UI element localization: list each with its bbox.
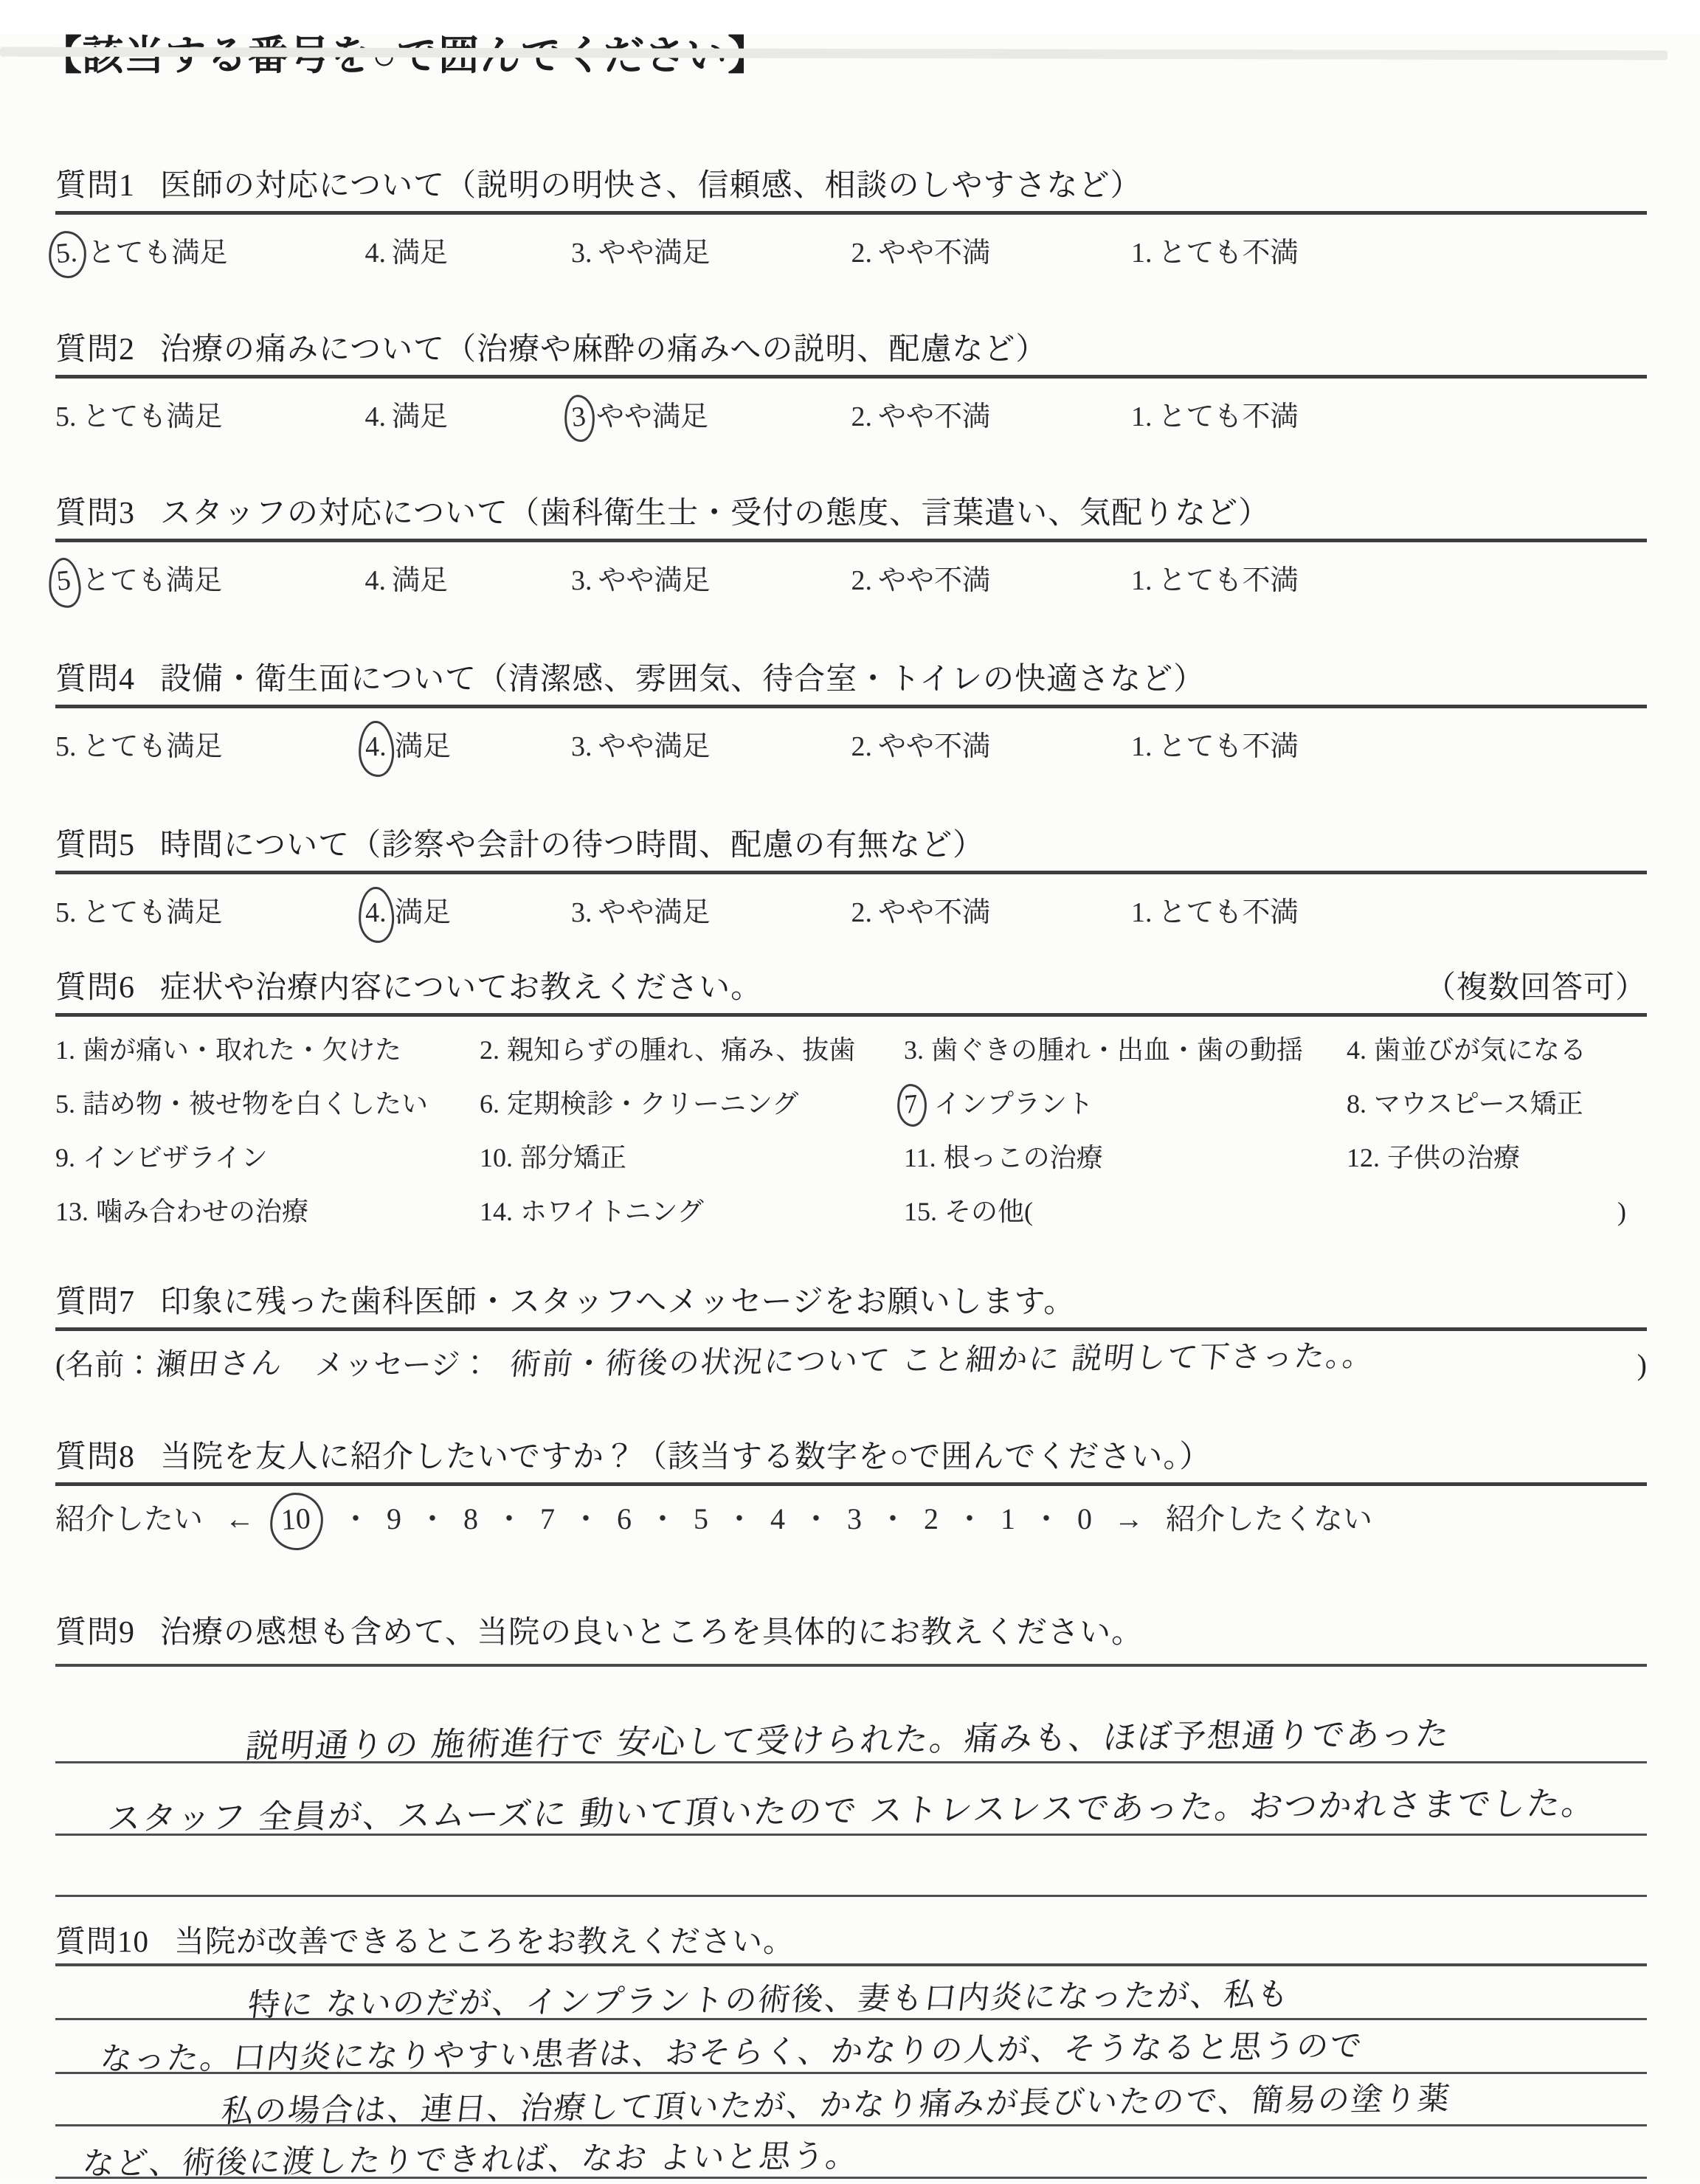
- question-9-section: [55, 1612, 1647, 1897]
- symptom-item-8: 8. マウスピース矯正: [1347, 1089, 1583, 1119]
- symptom-item-1: 1. 歯が痛い・取れた・欠けた: [55, 1035, 402, 1065]
- right-arrow: →: [1114, 1502, 1144, 1535]
- option-2: 2. やや不満: [851, 238, 991, 269]
- question-1-options: [55, 215, 1647, 272]
- question-6-number: 質問6: [55, 971, 136, 1005]
- question-8-section: [55, 1437, 1647, 1544]
- question-3-heading: [55, 493, 1647, 534]
- nps-scale: 紹介したい ← 10 ・ 9 ・ 8 ・ 7 ・ 6 ・ 5 ・ 4 ・ 3 ・ 2 ・ 1 ・ 0 → 紹介したくない: [55, 1486, 1647, 1544]
- question-5-title: 時間について（診察や会計の待つ時間、配慮の有無など）: [160, 829, 985, 863]
- question-3-options: [55, 542, 1647, 602]
- name-field-label: (名前：: [55, 1348, 154, 1381]
- ruled-line: [55, 1667, 1647, 1766]
- handwritten-answer-line: 私の場合は、連日、治療して頂いたが、かなり痛みが長びいたので、簡易の塗り薬: [219, 2080, 1454, 2130]
- option-5: 5. とても満足: [55, 897, 223, 928]
- option-2: 2. やや不満: [851, 731, 991, 762]
- handwritten-answer-line: スタッフ 全員が、スムーズに 動いて頂いたので ストレスレスであった。おつかれさまでした。: [106, 1783, 1599, 1838]
- question-6-section: [55, 967, 1647, 1228]
- option-1: 1. とても不満: [1131, 238, 1299, 269]
- message-field-label: メッセージ：: [314, 1348, 490, 1381]
- handwritten-answer-line: 特に ないのだが、インプラントの術後、妻も口内炎になったが、私も: [246, 1976, 1293, 2024]
- divider: [55, 1013, 1647, 1017]
- question-8-title: 当院を友人に紹介したいですか？（該当する数字を○で囲んでください。）: [160, 1440, 1212, 1474]
- symptom-item-11: 11. 根っこの治療: [904, 1143, 1103, 1172]
- question-2-heading: [55, 329, 1647, 370]
- handwritten-message: 術前・術後の状況について こと細かに 説明して下さった。。: [508, 1337, 1377, 1383]
- question-1-section: [55, 165, 1647, 272]
- question-7-section: [55, 1282, 1647, 1388]
- question-5-section: [55, 825, 1647, 934]
- question-10-answer-area: [55, 1963, 1647, 2183]
- question-10-heading: [55, 1922, 1647, 1960]
- option-1: 1. とても不満: [1131, 731, 1299, 762]
- recommend-label: 紹介したい: [55, 1502, 203, 1535]
- option-4: 4. 満足: [364, 238, 449, 269]
- option-1: 1. とても不満: [1131, 401, 1299, 432]
- not-recommend-label: 紹介したくない: [1166, 1502, 1372, 1535]
- question-6-heading: [55, 967, 1647, 1009]
- question-10-section: [55, 1922, 1647, 2183]
- option-3: 3. やや満足: [571, 565, 711, 596]
- scale-7: 7: [540, 1502, 555, 1535]
- scale-3: 3: [847, 1502, 862, 1535]
- multiple-answers-note: （複数回答可）: [1424, 971, 1647, 1005]
- symptom-options-grid: [55, 1033, 1647, 1228]
- symptom-item-4: 4. 歯並びが気になる: [1347, 1035, 1587, 1065]
- question-3-title: スタッフの対応について（歯科衛生士・受付の態度、言葉遣い、気配りなど）: [160, 497, 1271, 531]
- option-2: 2. やや不満: [851, 401, 991, 432]
- handwritten-answer-line: など、術後に渡したりできれば、なお よいと思う。: [80, 2138, 861, 2183]
- question-1-heading: [55, 165, 1647, 207]
- question-9-number: 質問9: [55, 1616, 136, 1650]
- question-7-heading: [55, 1282, 1647, 1323]
- option-2: 2. やや不満: [851, 565, 991, 596]
- option-5: 5. とても満足: [55, 731, 223, 762]
- circled-answer-mark: 4.: [357, 720, 394, 778]
- ruled-line: [55, 1763, 1647, 1836]
- question-7-number: 質問7: [55, 1285, 136, 1319]
- symptom-item-5: 5. 詰め物・被せ物を白くしたい: [55, 1089, 429, 1119]
- symptom-item-10: 10. 部分矯正: [480, 1143, 627, 1172]
- survey-scan-page: [0, 34, 1700, 2183]
- question-8-heading: [55, 1437, 1647, 1478]
- circled-answer-mark: 3: [562, 393, 596, 443]
- option-5: 5 とても満足: [55, 561, 358, 602]
- question-9-answer-area: [55, 1664, 1647, 1897]
- symptom-item-15: 15. その他(: [904, 1197, 1033, 1226]
- question-8-number: 質問8: [55, 1440, 136, 1474]
- circled-answer-mark: 4.: [357, 886, 394, 944]
- ruled-line: [55, 2074, 1647, 2130]
- circled-answer-mark: 10: [269, 1491, 325, 1552]
- symptom-item-2: 2. 親知らずの腫れ、痛み、抜歯: [480, 1035, 856, 1065]
- scale-6: 6: [617, 1502, 632, 1535]
- question-5-options: [55, 874, 1647, 934]
- scale-0: 0: [1077, 1502, 1092, 1535]
- option-5: 5. とても満足: [55, 401, 223, 432]
- question-4-heading: [55, 659, 1647, 700]
- option-2: 2. やや不満: [851, 897, 991, 928]
- option-4: 4. 満足: [365, 728, 564, 768]
- scale-8: 8: [463, 1502, 478, 1535]
- symptom-item-14: 14. ホワイトニング: [480, 1197, 704, 1226]
- option-5: 5. とても満足: [55, 234, 358, 272]
- question-4-section: [55, 659, 1647, 768]
- question-1-title: 医師の対応について（説明の明快さ、信頼感、相談のしやすさなど）: [160, 169, 1142, 203]
- left-arrow: ←: [225, 1502, 255, 1535]
- handwritten-answer-line: 説明通りの 施術進行で 安心して受けられた。痛みも、ほぼ予想通りであった: [243, 1713, 1453, 1766]
- question-2-number: 質問2: [55, 333, 136, 367]
- question-10-title: 当院が改善できるところをお教えください。: [174, 1924, 794, 1958]
- option-4: 4. 満足: [364, 565, 449, 596]
- option-3: 3 やや満足: [571, 398, 844, 436]
- question-2-section: [55, 329, 1647, 436]
- other-close-paren: ): [1617, 1197, 1626, 1226]
- question-3-number: 質問3: [55, 497, 136, 531]
- symptom-item-9: 9. インビザライン: [55, 1143, 268, 1172]
- option-1: 1. とても不満: [1131, 565, 1299, 596]
- question-3-section: [55, 493, 1647, 602]
- question-1-number: 質問1: [55, 169, 136, 203]
- question-9-title: 治療の感想も含めて、当院の良いところを具体的にお教えください。: [160, 1616, 1144, 1650]
- scale-9: 9: [387, 1502, 401, 1535]
- circled-answer-mark: 7: [896, 1082, 929, 1127]
- handwritten-answer-line: なった。口内炎になりやすい患者は、おそらく、かなりの人が、そうなると思うので: [98, 2028, 1366, 2078]
- ruled-line: [55, 2126, 1647, 2183]
- symptom-item-7: 7 インプラント: [904, 1087, 1347, 1121]
- question-4-title: 設備・衛生面について（清潔感、雰囲気、待合室・トイレの快適さなど）: [160, 663, 1206, 697]
- question-4-options: [55, 708, 1647, 768]
- question-10-number: 質問10: [55, 1924, 149, 1958]
- ruled-line: [55, 2020, 1647, 2078]
- option-4: 4. 満足: [365, 894, 564, 934]
- scale-2: 2: [924, 1502, 939, 1535]
- circled-answer-mark: 5: [46, 556, 83, 609]
- symptom-item-13: 13. 噛み合わせの治療: [55, 1197, 309, 1226]
- symptom-item-12: 12. 子供の治療: [1347, 1143, 1521, 1172]
- option-4: 4. 満足: [364, 401, 449, 432]
- symptom-item-3: 3. 歯ぐきの腫れ・出血・歯の動揺: [904, 1035, 1304, 1065]
- scale-5: 5: [694, 1502, 708, 1535]
- scale-1: 1: [1001, 1502, 1015, 1535]
- question-5-heading: [55, 825, 1647, 866]
- question-7-title: 印象に残った歯科医師・スタッフへメッセージをお願いします。: [160, 1285, 1076, 1319]
- scale-4: 4: [770, 1502, 785, 1535]
- close-paren: ): [1637, 1348, 1647, 1381]
- circled-answer-mark: 5.: [46, 229, 88, 280]
- question-5-number: 質問5: [55, 829, 136, 863]
- question-2-options: [55, 379, 1647, 436]
- question-4-number: 質問4: [55, 663, 136, 697]
- option-1: 1. とても不満: [1131, 897, 1299, 928]
- ruled-line: [55, 1966, 1647, 2024]
- handwritten-name: 瀬田さん: [154, 1345, 286, 1383]
- symptom-item-6: 6. 定期検診・クリーニング: [480, 1089, 799, 1119]
- question-2-title: 治療の痛みについて（治療や麻酔の痛みへの説明、配慮など）: [160, 333, 1048, 367]
- question-6-title: 症状や治療内容についてお教えください。: [160, 971, 763, 1005]
- option-3: 3. やや満足: [571, 238, 711, 269]
- option-3: 3. やや満足: [571, 897, 711, 928]
- message-answer-line: [55, 1331, 1647, 1388]
- ruled-line: [55, 1836, 1647, 1897]
- option-3: 3. やや満足: [571, 731, 711, 762]
- question-9-heading: [55, 1612, 1647, 1653]
